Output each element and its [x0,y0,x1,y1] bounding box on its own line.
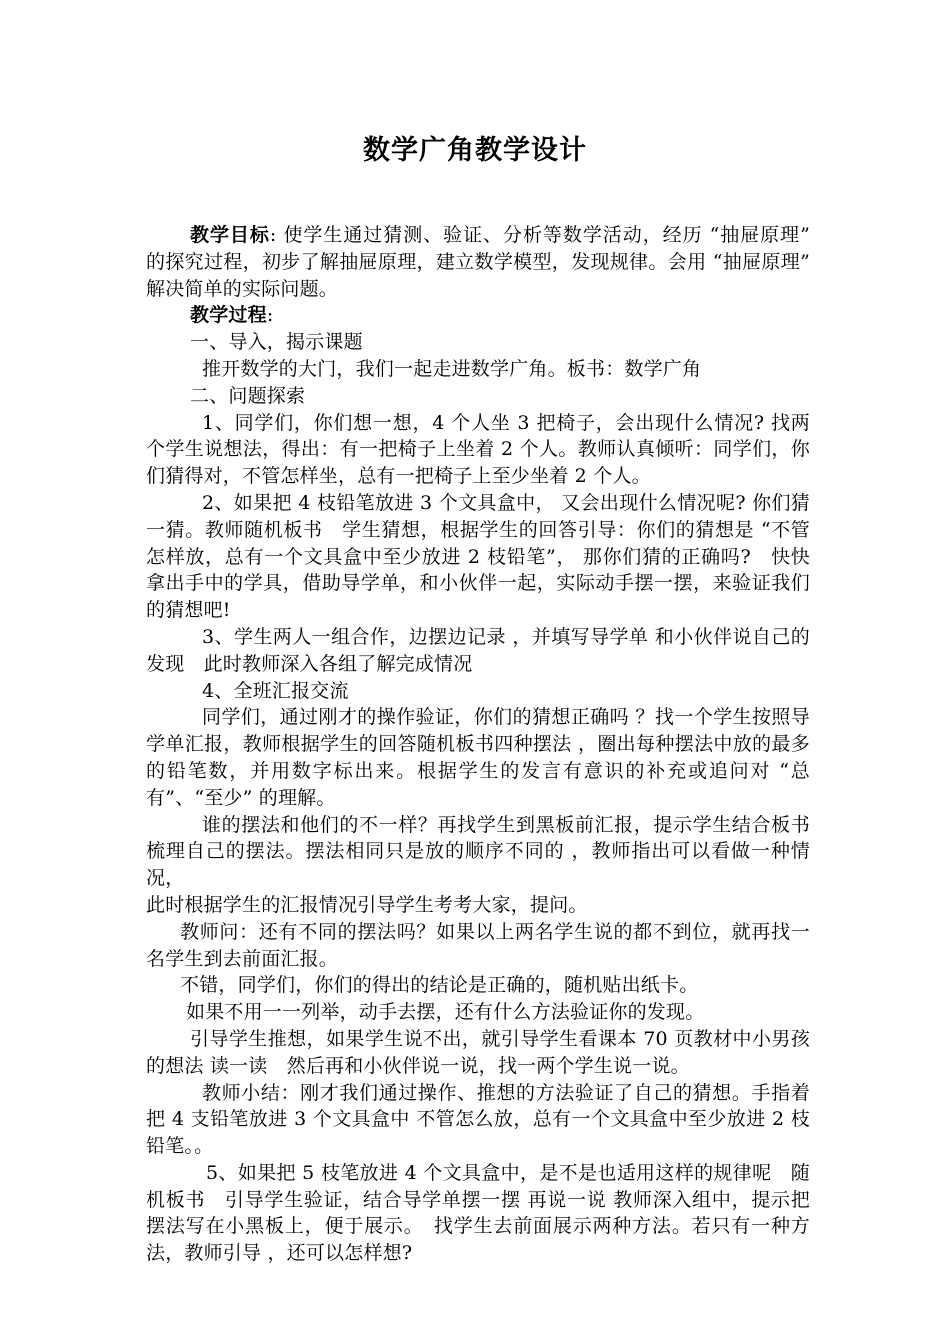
paragraph: 教师小结：刚才我们通过操作、推想的方法验证了自己的猜想。手指着 把 4 支铅笔放进 3 个文具盒中 不管怎么放，总有一个文具盒中至少放进 2 枝铅笔。。 [146,1081,810,1158]
paragraph: 1、同学们，你们想一想，4 个人坐 3 把椅子，会出现什么情况? 找两个学生说想法，得出：有一把椅子上坐着 2 个人。教师认真倾听：同学们，你们猜得对，不管怎样坐，总有一把椅子上至少坐着 2 个人。 [146,411,810,488]
process-heading [146,302,810,329]
process-colon: : [266,304,274,327]
objective-paragraph [146,222,810,302]
paragraph: 引导学生推想，如果学生说不出，就引导学生看课本 70 页教材中小男孩的想法 读一读 然后再和小伙伴说一说，找一两个学生说一说。 [146,1027,810,1077]
paragraph: 5、如果把 5 枝笔放进 4 个文具盒中，是不是也适用这样的规律呢 随机板书 引导学生验证，结合导学单摆一摆 再说一说 教师深入组中，提示把摆法写在小黑板上，便于展示。 找学生去前面展示两种方法。若只有一种方法，教师引导 ，还可以怎样想? [146,1161,810,1265]
paragraph: 此时根据学生的汇报情况引导学生考考大家，提问。 [146,893,588,916]
paragraph: 推开数学的大门，我们一起走进数学广角。板书：数学广角 [202,357,702,380]
paragraph: 如果不用一一列举，动手去摆，还有什么方法验证你的发现。 [186,1001,705,1024]
objective-label: 教学目标 [190,224,270,246]
paragraph: 教师问：还有不同的摆法吗？如果以上两名学生说的都不到位，就再找一名学生到去前面汇报。 [146,920,810,970]
paragraph: 4、全班汇报交流 [202,679,349,702]
paragraph: 同学们，通过刚才的操作验证，你们的猜想正确吗 ？找一个学生按照导学单汇报，教师根据学生的回答随机板书四种摆法 ，圈出每种摆法中放的最多的铅笔数，并用数字标出来。根据学生的发言有意识的补充或追问对 “总有”、“至少” 的理解。 [146,706,810,809]
section-heading-intro: 一、导入，揭示课题 [190,331,363,354]
objective-text: : 使学生通过猜测、验证、分析等数学活动，经历 “抽屉原理” 的探究过程，初步了解抽屉原理，建立数学模型，发现规律。会用 “抽屉原理” 解决简单的实际问题。 [146,224,810,300]
paragraph: 不错，同学们，你们的得出的结论是正确的，随机贴出纸卡。 [180,974,699,997]
paragraph: 3、学生两人一组合作，边摆边记录 ，并填写导学单 和小伙伴说自己的发现 此时教师深入各组了解完成情况 [146,625,810,675]
paragraph: 2、如果把 4 枝铅笔放进 3 个文具盒中， 又会出现什么情况呢? 你们猜一猜。教师随机板书 学生猜想，根据学生的回答引导：你们的猜想是 “不管怎样放，总有一个文具盒中至少放进 2 枝铅笔”， 那你们猜的正确吗? 快快拿出手中的学具，借助导学单，和小伙伴一起，实际动手摆一摆，来验证我们的猜想吧! [146,491,810,622]
document-body [146,222,810,1267]
section-heading-explore: 二、问题探索 [190,384,306,407]
process-label: 教学过程 [190,304,267,327]
paragraph: 谁的摆法和他们的不一样？再找学生到黑板前汇报，提示学生结合板书梳理自己的摆法。摆法相同只是放的顺序不同的 ，教师指出可以看做一种情况， [146,813,810,890]
document-title: 数学广角教学设计 [363,135,587,166]
